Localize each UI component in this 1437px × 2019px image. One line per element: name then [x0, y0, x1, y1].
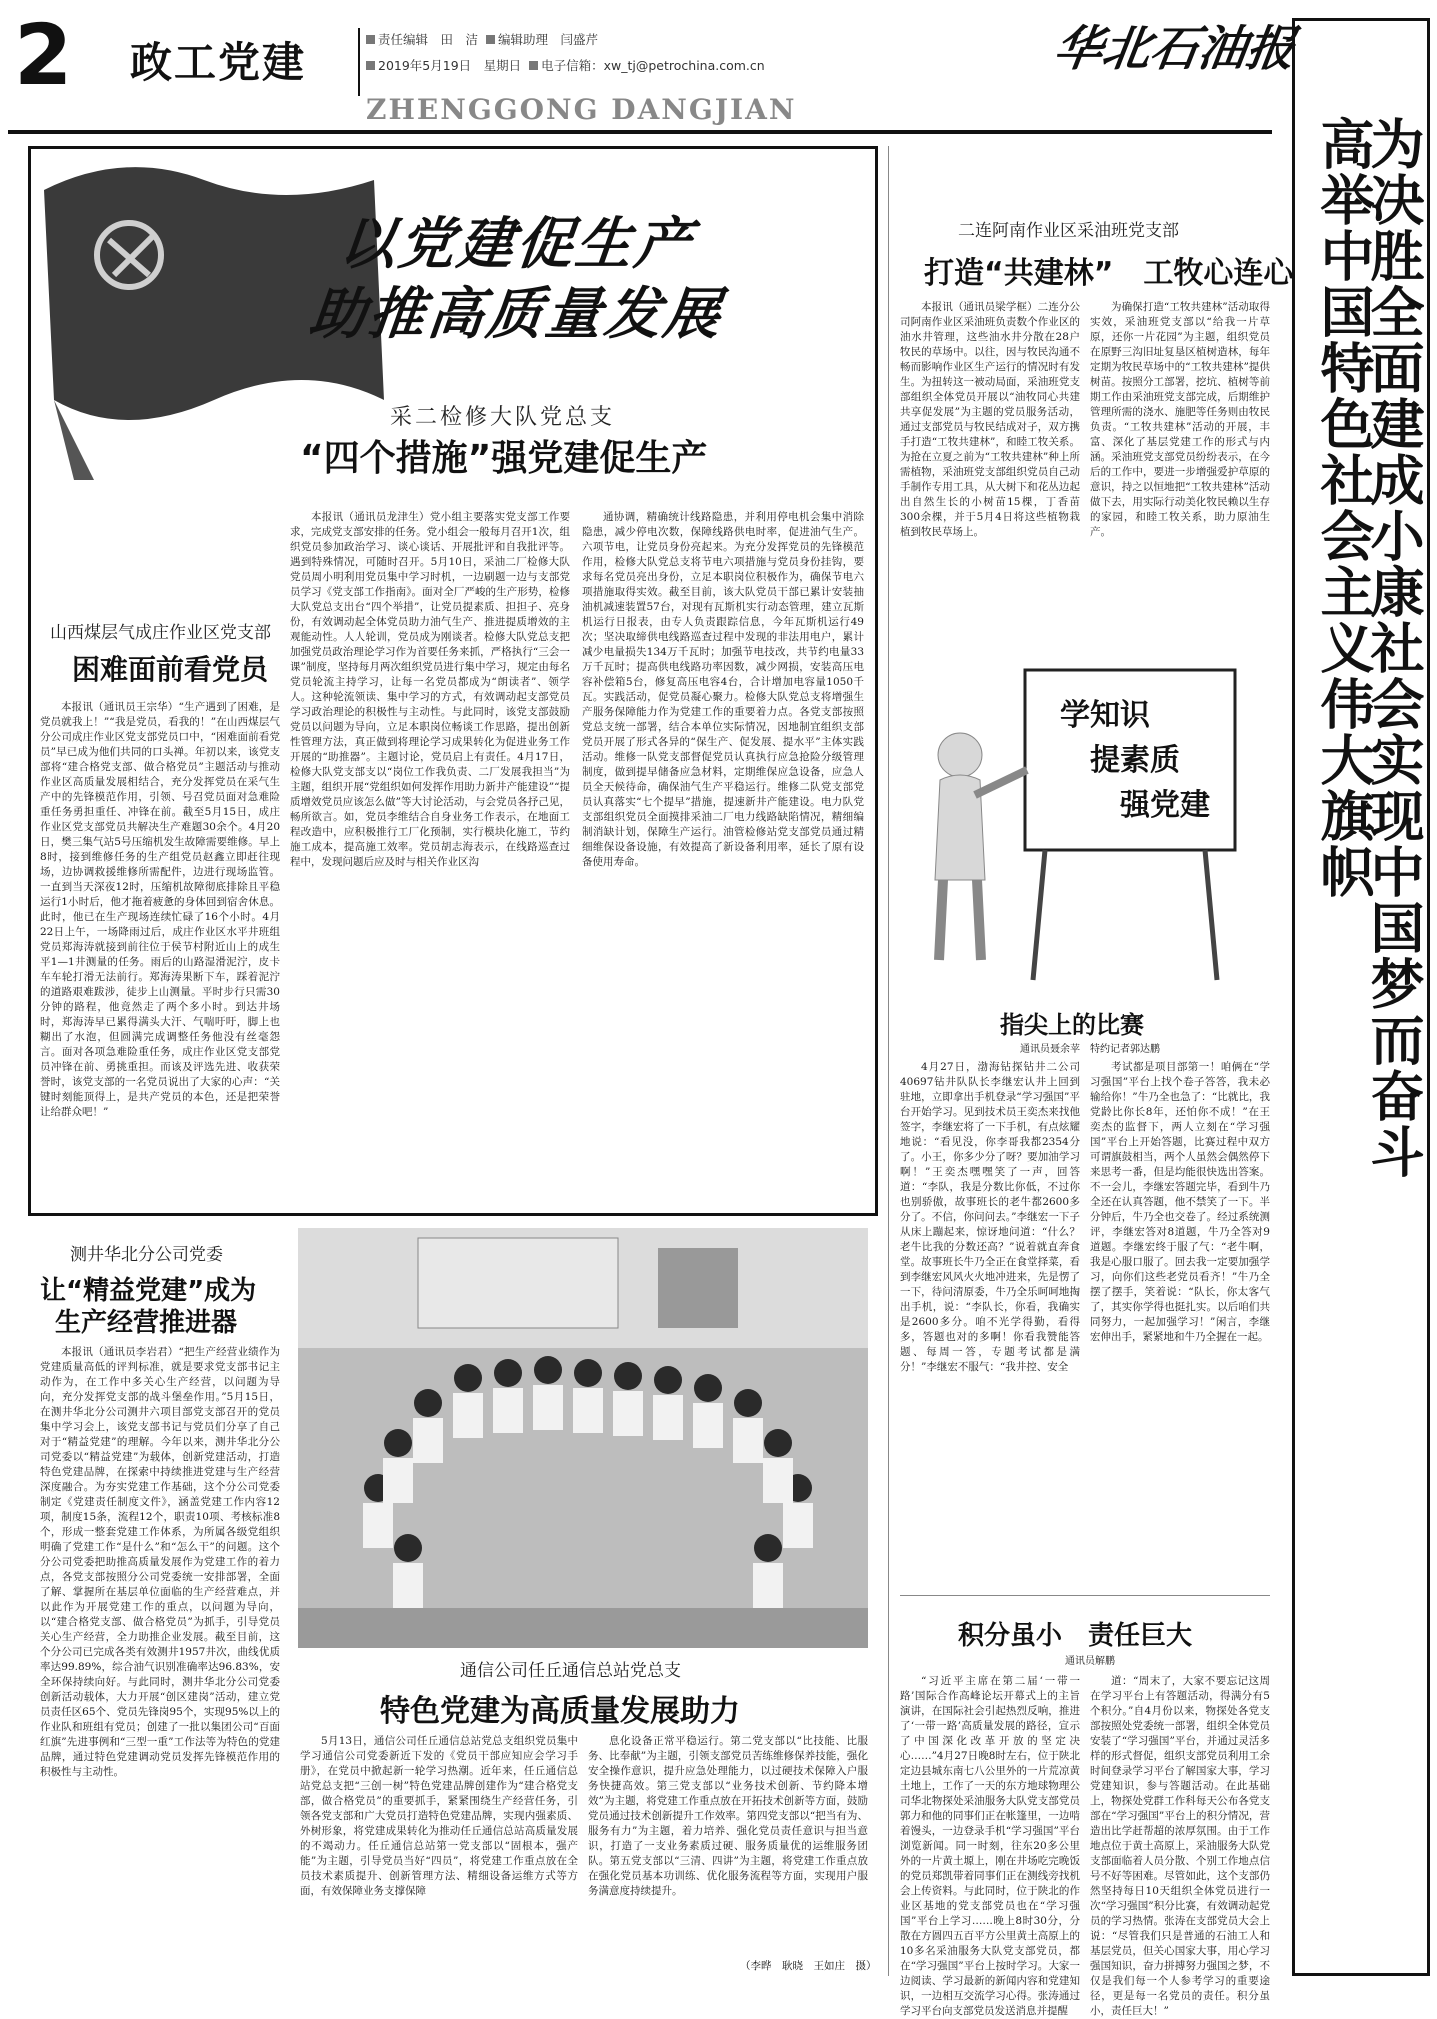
tongxin-column-2 [588, 1734, 868, 1956]
erlian-column-2 [1090, 300, 1270, 648]
erlian-text-2: 为确保打造“工牧共建林”活动取得实效，采油班党支部以“给我一片草原，还你一片花园”为主题，组织党员在原野三沟旧址复垦区植树造林，每年定期为牧民草场中的“工牧共建林”提供树苗。按照分工部署，挖坑、植树等前期工作由采油班党支部完成，后期维护管理所需的浇水、施肥等任务则由牧民负责。“工牧共建林”活动的开展，丰富、深化了基层党建工作的形式与内涵。采油班党支部党员纷纷表示，在今后的工作中，要进一步增强爱护草原的意识，持之以恒地把“工牧共建林”活动做下去，用实际行动美化牧民赖以生存的家园，和睦工牧关系，助力原油生产。 [1090, 301, 1270, 538]
tongxin-column-1 [300, 1734, 578, 1974]
erlian-column-1 [900, 300, 1080, 648]
feature-slogan-line-1: 以党建促生产 [336, 212, 697, 277]
cejing-text: 本报讯（通讯员李岩君）“把生产经营业绩作为党建质量高低的评判标准，就是要求党支部书记主动作为，在工作中多关心生产经营，以问题为导向，充分发挥党支部的战斗堡垒作用。”5月15日，在测井华北分公司测井六项目部党支部召开的党员集中学习会上，该党支部书记与党员们分享了自己对于“精益党建”的理解。今年以来，测井华北分公司党委以“精益党建”为载体，创新党建活动，打造特色党建品牌，在探索中持续推进党建与生产经营深度融合。为夯实党建工作基础，这个分公司党委制定《党建责任制度文件》，涵盖党建工作内容12项，制度15条，流程12个，职责10项、考核标准8个，形成一整套党建工作体系，为所属各级党组织明确了党建工作“是什么”和“怎么干”的问题。这个分公司党委把助推高质量发展作为党建工作的着力点，各党支部按照分公司党委统一安排部署，全面了解、掌握所在基层单位面临的生产经营难点，并以此作为开展党建工作的重点，以问题为导向，以“建合格党支部、做合格党员”为抓手，引导党员关心生产经营，全力助推企业发展。截至目前，这个分公司已完成各类有效测井1957井次，曲线优质率达99.89%，综合油气识别准确率达96.83%，安全环保持续向好。与此同时，测井华北分公司党委创新活动载体，大力开展“创区建岗”活动，建立党员责任区65个、党员先锋岗95个，实现95%以上的作业队和班组有党员；创建了一批以集团公司“百面红旗”先进事例和“三型一重”工作法等为特色的党建品牌，通过特色党建调动党员发挥先锋模范作用的积极性与主动性。 [40, 1346, 280, 1778]
feature-text-2: 通协调，精确统计线路隐患，并利用停电机会集中消除隐患，减少停电次数，保障线路供电时率，促进油气生产。六项节电，让党员身份亮起来。为充分发挥党员的先锋模范作用，检修大队党总支将节电六项措施与党员身份挂钩，要求每名党员亮出身份，立足本职岗位积极作为，确保节电六项措施取得实效。截至目前，该大队党员干部已累计安装抽油机减速装置57台，对现有瓦斯机实行动态管理，建立瓦斯机运行日报表，由专人负责跟踪信息，今年瓦斯机运行49次；坚决取缔供电线路巡查过程中发现的非法用电户，累计减少电量损失134万千瓦时；加强节电技改，共节约电量33万千瓦时；提高供电线路功率因数，减少网损，安装高压电容补偿箱5台，修复高压电容4台，合计增加电容量1050千瓦。实践活动，促党员凝心聚力。检修大队党总支将增强生产服务保障能力作为党建工作的重要着力点。各党支部按照党总支统一部署，结合本单位实际情况，因地制宜组织支部党员开展了形式各异的“保生产、促发展、提水平”主体实践活动。维修一队党支部督促党员认真执行应急抢险分级管理制度，做到提早储备应急材料，定期维保应急设备，应急人员全天候待命，确保油气生产平稳运行。维修二队党支部党员认真落实“七个提早”措施，提速新井产能建设。电力队党支部组织党员全面摸排采油二厂电力线路缺陷情况，精细编制消缺计划，保障生产运行。油管检修站党支部党员通过精细维保设备设施，有效提高了新设备利用率，延长了原有设备使用寿命。 [582, 511, 864, 868]
feature-column-2 [582, 510, 864, 1210]
editor-text: 责任编辑 田 洁 [378, 32, 479, 47]
article-headline: “四个措施”强党建促生产 [300, 438, 708, 479]
article-headline: 特色党建为高质量发展助力 [380, 1694, 740, 1729]
tongxin-text-1: 5月13日，通信公司任丘通信总站党总支组织党员集中学习通信公司党委新近下发的《党员干部应知应会学习手册》，在党员中掀起新一轮学习热潮。近年来，任丘通信总站党总支把“三创一树”特色党建品牌创建作为“建合格党支部，做合格党员”的重要抓手，紧紧围绕生产经营任务，引领各党支部和广大党员打造特色党建品牌，实现内强素质、外树形象，将党建成果转化为推动任丘通信总站高质量发展的不竭动力。任丘通信总站第一党支部以“固根本，强产能”为主题，引导党员当好“四员”，将党建工作重点放在全员技术素质提升、创新管理方法、精细设备运维方式等方面，有效保障业务支撑保障 [300, 1735, 578, 1897]
jifen-column-2 [1090, 1674, 1270, 2017]
section-pinyin: ZHENGGONG DANGJIAN [366, 93, 797, 126]
jifen-text-1: “习近平主席在第二届‘一带一路’国际合作高峰论坛开幕式上的主旨演讲，在国际社会引起热烈反响，推进了‘一带一路’高质量发展的路径，宣示了中国深化改革开放的坚定决心……”4月27日晚8时左右，位于陕北定边县城东南七八公里外的一片荒凉黄土地上，工作了一天的东方地球物理公司华北物探处采油服务大队党支部党员郭力和他的同事们正在帐篷里，一边啃着馒头，一边登录手机“学习强国”平台浏览新闻。同一时刻，往东20多公里外的一片黄土塬上，刚在井场吃完晚饭的党员郑凯带着同事们正在测线旁找机会上传资料。与此同时，位于陕北的作业区基地的党支部党员也在“学习强国”平台上学习……晚上8时30分，分散在方圆四五百平方公里黄土高原上的10多名采油服务大队党支部党员，都在“学习强国”平台上按时学习。大家一边阅读、学习最新的新闻内容和党建知识，一边相互交流学习心得。张涛通过学习平台向支部党员发送消息并提醒 [900, 1675, 1080, 2017]
article-headline: 困难面前看党员 [72, 653, 269, 686]
article-headline: 打造“共建林” 工牧心连心 [924, 256, 1294, 291]
article-kicker: 测井华北分公司党委 [70, 1245, 223, 1265]
email-text: 电子信箱：xw_tj@petrochina.com.cn [541, 58, 765, 73]
slogan-col-2: 为决胜全面建成小康社会实现中国梦而奋斗 [1362, 116, 1425, 1180]
cejing-body [40, 1345, 280, 1975]
article-divider [900, 1595, 1270, 1596]
jifen-text-2: 道：“周末了，大家不要忘记这周在学习平台上有答题活动，得满分有5个积分。”自4月份以来，物探处各党支部按照处党委统一部署，组织全体党员安装了“学习强国”平台，并通过灵活多样的形式督促，组织支部党员利用工余时间登录学习平台了解国家大事，学习党建知识，参与答题活动。在此基础上，物探处党群工作科每天公布各党支部在“学习强国”平台上的积分情况，营造出比学赶帮超的浓厚氛围。由于工作地点位于黄土高原上，采油服务大队党支部面临着人员分散、个别工作地点信号不好等困难。尽管如此，这个支部仍然坚持每日10天组织全体党员进行一次“学习强国”积分比赛，有效调动起党员的学习热情。张涛在支部党员大会上说：“尽管我们只是普通的石油工人和基层党员，但关心国家大事，用心学习强国知识，奋力拼搏努力强国之梦，不仅是我们每一个人参考学习的重要途径，更是每一名党员的责任。积分虽小，责任巨大！” [1090, 1675, 1270, 2017]
slogan-col-1: 高举中国特色社会主义伟大旗帜 [1312, 116, 1375, 900]
masthead-divider [358, 28, 360, 96]
article-headline-line-2: 生产经营推进器 [55, 1308, 238, 1338]
article-kicker: 通信公司任丘通信总站党总支 [460, 1661, 681, 1681]
zhijian-column-1 [900, 1060, 1080, 1590]
newspaper-logo: 华北石油报 [1050, 21, 1299, 77]
date-text: 2019年5月19日 星期日 [378, 58, 522, 73]
photo-credit: （李晔 耿晓 王如庄 摄） [740, 1960, 877, 1972]
column-divider [888, 146, 889, 1976]
article-byline: 通讯员解鹏 [1065, 1656, 1115, 1667]
masthead-rule [8, 130, 1272, 134]
page-number: 2 [14, 6, 73, 104]
article-kicker: 山西煤层气成庄作业区党支部 [50, 623, 271, 643]
graphic-line-3: 强党建 [1120, 788, 1210, 823]
graphic-line-2: 提素质 [1090, 743, 1180, 778]
date-line [366, 56, 765, 74]
assistant-text: 编辑助理 闫盛芹 [497, 32, 598, 47]
slogan-box [1292, 18, 1430, 1976]
jifen-column-1 [900, 1674, 1080, 2017]
feature-slogan-line-2: 助推高质量发展 [306, 282, 726, 347]
article-kicker: 采二检修大队党总支 [390, 405, 616, 430]
article-headline-line-1: 让“精益党建”成为 [40, 1276, 257, 1306]
feature-text-1: 本报讯（通讯员龙津生）党小组主要落实党支部工作要求，完成党支部安排的任务。党小组会一般每月召开1次，组织党员参加政治学习、谈心谈话、开展批评和自我批评等。遇到特殊情况，可随时召开。5月10日，采油二厂检修大队党员周小明利用党员集中学习时机，一边刷题一边与支部党员学习《党支部工作指南》。面对全厂严峻的生产形势，检修大队党总支出台“四个举措”，让党员提素质、担担子、亮身份，有效调动起全体党员助力油气生产、推进提质增效的主观能动性。人人轮训，党员成为刚谈者。检修大队党总支把加强党员政治理论学习作为首要任务来抓，严格执行“三会一课”制度，坚持每月两次组织党员进行集中学习，规定由每名党员轮流主持学习，让每一名党员都成为“朗读者”、领学人。这种轮流领读、集中学习的方式，有效调动起支部党员学习政治理论的积极性与主动性。与此同时，该党支部鼓励党员以问题为导向，立足本职岗位畅谈工作思路，提出创新性管理方法，真正做到将理论学习成果转化为促进业务工作开展的“助推器”。主题讨论，党员启上有责任。4月17日，检修大队党支部支以“岗位工作我负责、二厂发展我担当”为主题，组织开展“党组织如何发挥作用助力新井产能建设”“提质增效党员应该怎么做”等大讨论活动，与会党员各抒己见，畅所欲言。如，党员李维结合自身业务工作表示，在地面工程改造中，应积极推行工厂化预制，实行模块化施工，节约施工成本，提高施工效率。党员胡志海表示，在线路巡查过程中，发现问题后应及时与相关作业区沟 [290, 511, 570, 868]
graphic-line-1: 学知识 [1060, 698, 1150, 733]
xingzhuang-body [40, 700, 280, 1205]
article-headline: 积分虽小 责任巨大 [958, 1621, 1193, 1651]
zhijian-text-2: 考试都是项目部第一！咱俩在“学习强国”平台上找个卷子答答，我未必输给你！”牛乃全也急了：“比就比，我党龄比你长8年，还怕你不成！”在王奕杰的监督下，两人立刻在“学习强国”平台上开始答题，比赛过程中双方可谓旗鼓相当，两个人虽然会偶然停下来思考一番，但是均能很快选出答案。不一会儿，李继宏答题完毕，看到牛乃全还在认真答题，他不禁笑了一下。半分钟后，牛乃全也交卷了。经过系统测评，李继宏答对8道题，牛乃全答对9道题。李继宏终于服了气：“老牛啊，我是心服口服了。回去我一定要加强学习，向你们这些老党员看齐！”牛乃全摆了摆手，笑着说：“队长，你太客气了，其实你学得也挺扎实。以后咱们共同努力，一起加强学习！”闲言，李继宏伸出手，紧紧地和牛乃全握在一起。 [1090, 1061, 1270, 1343]
article-headline: 指尖上的比赛 [1000, 1011, 1144, 1039]
zhijian-text-1: 4月27日，渤海钻探钻井二公司40697钻井队队长李继宏认井上回到驻地，立即拿出手机登录“学习强国”平台开始学习。见到技术员王奕杰来找他签字，李继宏将了一下手机，有点炫耀地说：“看见没，你李哥我都2354分了。小王，你多少分了呀？要加油学习啊！”王奕杰嘿嘿笑了一声，回答道：“李队，我是分数比你低，不过你也别骄傲，故事班长的老牛都2600多分了。不信，你问问去。”李继宏一下子从床上蹦起来，惊讶地问道：“什么？老牛比我的分数还高？”说着就直奔食堂。故事班长牛乃全正在食堂择菜，看到李继宏风风火火地冲进来，先是愣了一下，待问清原委，牛乃全乐呵呵地掏出手机，说：“李队长，你看，我确实是2600多分。咱不光学得勤，看得多，答题也对的多啊！你看我赞能答题、每周一答，专题考试都是满分！”李继宏不服气：“我井控、安全 [900, 1061, 1080, 1373]
zhijian-column-2 [1090, 1060, 1270, 1590]
meeting-photo [298, 1228, 868, 1648]
erlian-text-1: 本报讯（通讯员梁学框）二连分公司阿南作业区采油班负责数个作业区的油水井管理，这些油水井分散在28户牧民的草场中。以往，因与牧民沟通不畅而影响作业区生产运行的情况时有发生。为扭转这一被动局面，采油班党支部组织全体党员开展以“油牧同心共建共享促发展”为主题的党员服务活动，通过支部党员与牧民结成对子，双方携手打造“工牧共建林”，和睦工牧关系。为抢在立夏之前为“工牧共建林”种上所需植物，采油班党支部组织党员自己动手制作专用工具，从大树下和花丛边起出自然生长的小树苗15棵，丁香苗300余棵，并于5月4日将这些植物栽植到牧民草场上。 [900, 301, 1080, 538]
feature-column-1 [290, 510, 570, 1210]
editor-line [366, 30, 598, 48]
article-kicker: 二连阿南作业区采油班党支部 [958, 221, 1179, 241]
xingzhuang-text: 本报讯（通讯员王宗华）“生产遇到了困难，是党员就我上！”“我是党员，看我的！”在山西煤层气分公司成庄作业区党支部党员口中，“困难面前看党员”早已成为他们共同的口头禅。年初以来，该党支部将“建合格党支部、做合格党员”主题活动与推动作业区高质量发展相结合，充分发挥党员在采气生产中的先锋模范作用，引领、号召党员面对急难险重任务勇担重任、冲锋在前。截至5月15日，成庄作业区党支部党员共解决生产难题30余个。4月20日，樊三集气站5号压缩机发生故障需要维修。早上8时，接到维修任务的生产组党员赵鑫立即赶往现场，边协调救援维修所需配件，边进行现场监管。一直到当天深夜12时，压缩机故障彻底排除且平稳运行1小时后，他才拖着疲惫的身体回到宿舍休息。此时，他已在生产现场连续忙碌了16个小时。4月22日上午，一场降雨过后，成庄作业区水平井班组党员郑海涛就接到前往位于侯节村附近山上的成生平1—1井测量的任务。雨后的山路湿滑泥泞，皮卡车车轮打滑无法前行。郑海涛果断下车，踩着泥泞的道路艰难跋涉，徒步上山测量。平时步行只需30分钟的路程，他竟然走了两个多小时。到达井场时，郑海涛早已累得满头大汗、气喘吁吁，脚上也糊出了水泡，但圆满完成调整任务他没有丝毫怨言。面对各项急难险重任务，成庄作业区党支部党员冲锋在前、勇挑重担。而该及评选先进、收获荣誉时，该党支部的一名党员说出了大家的心声：“关键时刻能顶得上，是共产党员的本色，还是把荣誉让给群众吧！” [40, 701, 280, 1118]
tongxin-text-2: 息化设备正常平稳运行。第二党支部以“比技能、比服务、比奉献”为主题，引领支部党员苦练维修保养技能，强化安全操作意识，提升应急处理能力，以过硬技术保障入户服务快捷高效。第三党支部以“业务技术创新、节约降本增效”为主题，将党建工作重点放在开拓技术创新等方面，鼓励党员通过技术创新提升工作效率。第四党支部以“把当有为、服务有力”为主题，着力培养、强化党员责任意识与担当意识，打造了一支业务素质过硬、服务质量优的运维服务团队。第五党支部以“三清、四讲”为主题，将党建工作重点放在强化党员基本功训练、优化服务流程等方面，实现用户服务满意度持续提升。 [588, 1735, 868, 1897]
article-byline: 通讯员聂余苹 特约记者郭达鹏 [1020, 1044, 1160, 1055]
section-title: 政工党建 [130, 38, 307, 87]
